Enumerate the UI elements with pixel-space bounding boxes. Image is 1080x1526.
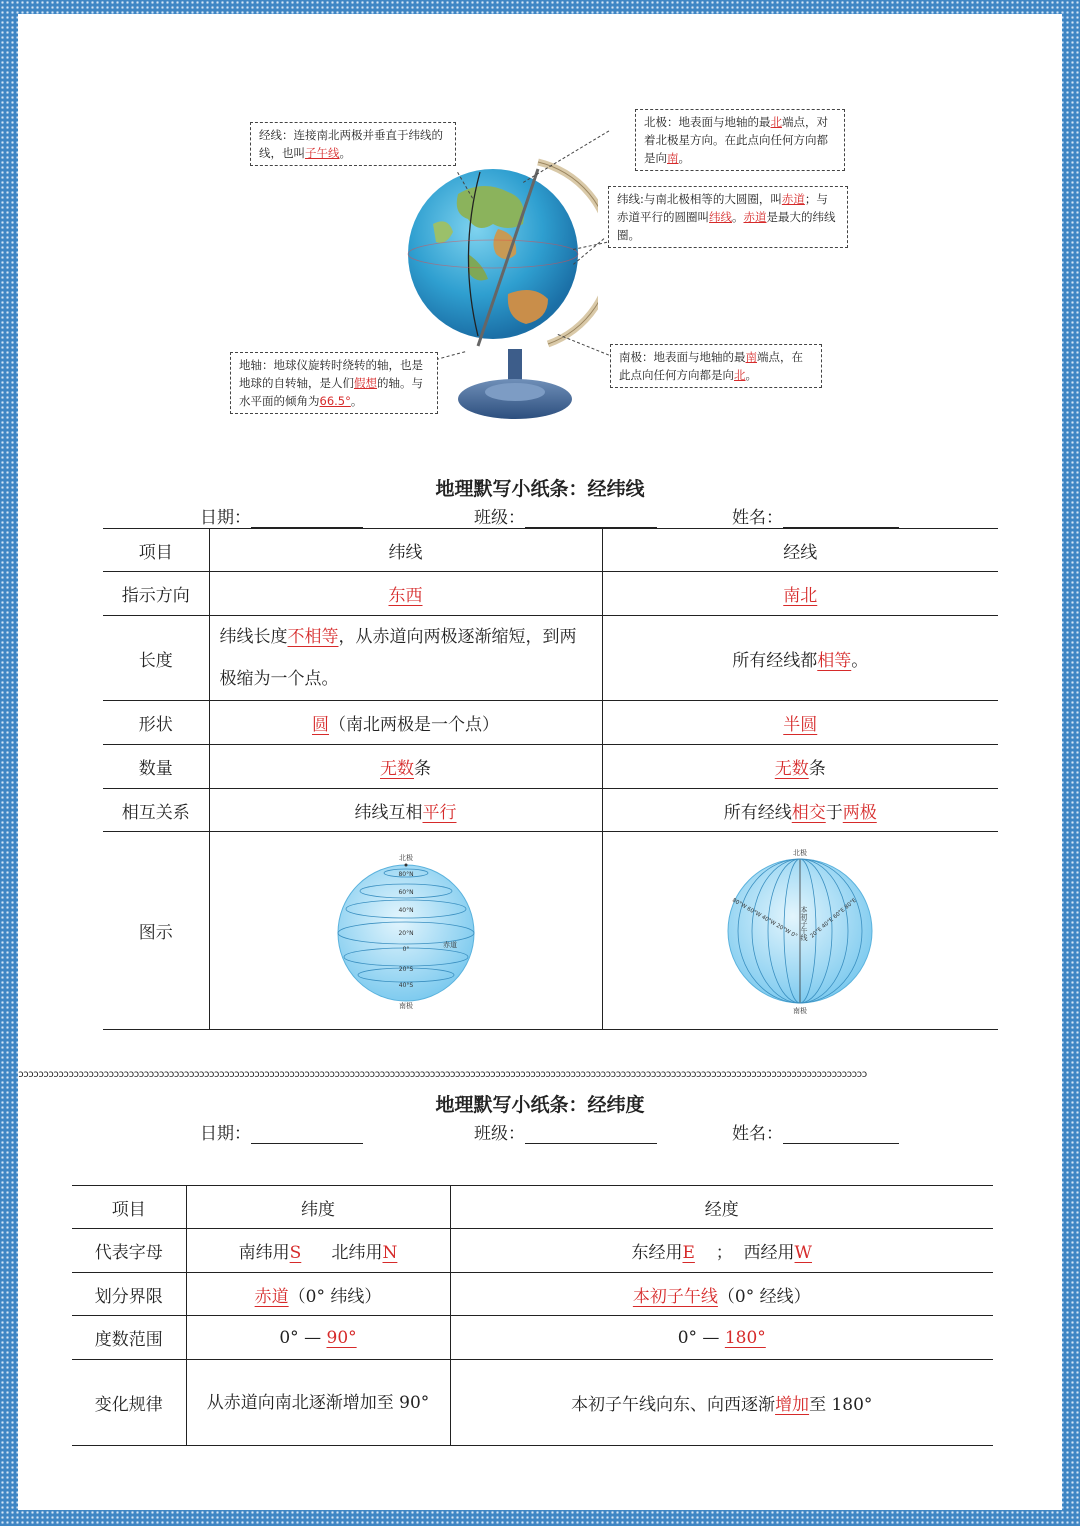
table-row <box>72 1360 993 1446</box>
figure-cell <box>209 832 602 1030</box>
class-blank[interactable] <box>525 1125 657 1144</box>
answer-cell: 所有经线相交于两极 <box>602 789 998 832</box>
row-label: 代表字母 <box>72 1229 186 1273</box>
row-label: 度数范围 <box>72 1316 186 1360</box>
sheet2-title: 地理默写小纸条：经纬度 <box>435 1094 645 1116</box>
lat-tick: 40°S <box>398 981 413 989</box>
lat-tick: 0° <box>402 945 409 953</box>
date-blank[interactable] <box>251 1125 363 1144</box>
lat-tick: 20°N <box>397 929 414 937</box>
header-meridian: 经线 <box>602 529 998 572</box>
table-row <box>72 1273 993 1316</box>
sheet1-table <box>103 528 998 1030</box>
answer-cell: 南北 <box>602 572 998 616</box>
name-blank[interactable] <box>783 1125 899 1144</box>
sheet1-title: 地理默写小纸条：经纬线 <box>435 478 645 500</box>
answer-cell: 0° — 180° <box>450 1316 993 1360</box>
answer-cell: 纬线长度不相等，从赤道向两极逐渐缩短，到两极缩为一个点。 <box>209 616 602 701</box>
sheet2-name: 姓名： <box>732 1119 899 1144</box>
row-label: 相互关系 <box>103 789 209 832</box>
south-pole-label: 南极 <box>793 1006 808 1015</box>
row-label: 形状 <box>103 701 209 745</box>
header-parallel: 纬线 <box>209 529 602 572</box>
answer-cell: 无数条 <box>209 745 602 789</box>
header-item: 项目 <box>103 529 209 572</box>
meridians-globe <box>720 846 880 1016</box>
parallels-globe <box>331 851 481 1011</box>
table-row <box>103 832 998 1030</box>
header-latitude: 纬度 <box>186 1186 450 1229</box>
answer-cell: 圆（南北两极是一个点） <box>209 701 602 745</box>
row-label: 长度 <box>103 616 209 701</box>
west-longitude-ticks: 80°W 60°W 40°W 20°W 0° <box>731 897 799 940</box>
sheet2-date: 日期： <box>200 1119 363 1144</box>
sheet2-table <box>72 1185 993 1446</box>
lat-tick: 60°N <box>397 888 414 896</box>
figure-cell <box>602 832 998 1030</box>
sheet1-class: 班级： <box>474 503 657 528</box>
row-label: 划分界限 <box>72 1273 186 1316</box>
header-longitude: 经度 <box>450 1186 993 1229</box>
south-pole-note: 南极：地表面与地轴的最南端点，在此点向任何方向都是向北。 <box>610 344 822 388</box>
north-pole-label: 北极 <box>398 853 413 862</box>
date-blank[interactable] <box>251 509 363 528</box>
table-row <box>72 1316 993 1360</box>
answer-cell: 0° — 90° <box>186 1316 450 1360</box>
north-pole-note: 北极：地表面与地轴的最北端点，对着北极星方向。在此点向任何方向都是向南。 <box>635 109 845 171</box>
table-row <box>103 616 998 701</box>
north-pole-label: 北极 <box>793 848 808 857</box>
lat-tick: 40°N <box>397 906 414 914</box>
equator-label: 赤道 <box>442 940 457 949</box>
table-row <box>103 789 998 832</box>
sheet2-class: 班级： <box>474 1119 657 1144</box>
prime-meridian-label: 本初子午线 <box>800 905 809 941</box>
axis-note: 地轴：地球仪旋转时绕转的轴，也是地球的自转轴，是人们假想的轴。与水平面的倾角为66.5°。 <box>230 352 438 414</box>
table-row <box>103 572 998 616</box>
table-row <box>72 1186 993 1229</box>
east-longitude-ticks: 20°E 40°E 60°E 80°E <box>809 897 859 940</box>
answer-cell: 本初子午线向东、向西逐渐增加至 180° <box>450 1360 993 1446</box>
row-label: 变化规律 <box>72 1360 186 1446</box>
row-label: 指示方向 <box>103 572 209 616</box>
lat-tick: 20°S <box>398 965 413 973</box>
answer-cell: 从赤道向南北逐渐增加至 90° <box>186 1360 450 1446</box>
worksheet-page <box>18 14 1062 1510</box>
answer-cell: 半圆 <box>602 701 998 745</box>
answer-cell: 东西 <box>209 572 602 616</box>
answer-cell: 无数条 <box>602 745 998 789</box>
table-row <box>103 529 998 572</box>
name-blank[interactable] <box>783 509 899 528</box>
cut-line: ɔɔɔɔɔɔɔɔɔɔɔɔɔɔɔɔɔɔɔɔɔɔɔɔɔɔɔɔɔɔɔɔɔɔɔɔɔɔɔɔɔɔɔɔɔɔɔɔɔɔɔɔɔɔɔɔɔɔɔɔɔɔɔɔɔɔɔɔɔɔɔɔɔɔɔɔɔɔɔɔɔɔɔɔɔɔɔɔɔɔɔɔɔɔɔɔɔɔɔɔɔɔɔɔɔɔɔɔɔɔɔɔɔɔɔɔɔɔɔɔɔɔɔɔɔɔɔɔɔɔɔɔɔɔɔɔɔɔɔɔɔɔɔɔɔɔɔɔɔɔɔɔɔɔɔɔɔɔɔɔɔɔɔɔɔɔɔɔɔ <box>18 1069 867 1080</box>
row-label: 图示 <box>103 832 209 1030</box>
table-row <box>103 745 998 789</box>
answer-cell: 赤道（0° 纬线） <box>186 1273 450 1316</box>
meridian-note: 经线：连接南北两极并垂直于纬线的线，也叫子午线。 <box>250 122 456 166</box>
lat-tick: 80°N <box>397 870 414 878</box>
answer-cell: 东经用E ； 西经用W <box>450 1229 993 1273</box>
table-row <box>72 1229 993 1273</box>
row-label: 数量 <box>103 745 209 789</box>
table-row <box>103 701 998 745</box>
sheet1-date: 日期： <box>200 503 363 528</box>
parallel-note: 纬线:与南北极相等的大圆圈，叫赤道；与赤道平行的圆圈叫纬线。赤道是最大的纬线圈。 <box>608 186 848 248</box>
answer-cell: 所有经线都相等。 <box>602 616 998 701</box>
answer-cell: 南纬用S 北纬用N <box>186 1229 450 1273</box>
sheet1-name: 姓名： <box>732 503 899 528</box>
class-blank[interactable] <box>525 509 657 528</box>
header-item: 项目 <box>72 1186 186 1229</box>
answer-cell: 纬线互相平行 <box>209 789 602 832</box>
answer-cell: 本初子午线（0° 经线） <box>450 1273 993 1316</box>
south-pole-label: 南极 <box>398 1001 413 1010</box>
